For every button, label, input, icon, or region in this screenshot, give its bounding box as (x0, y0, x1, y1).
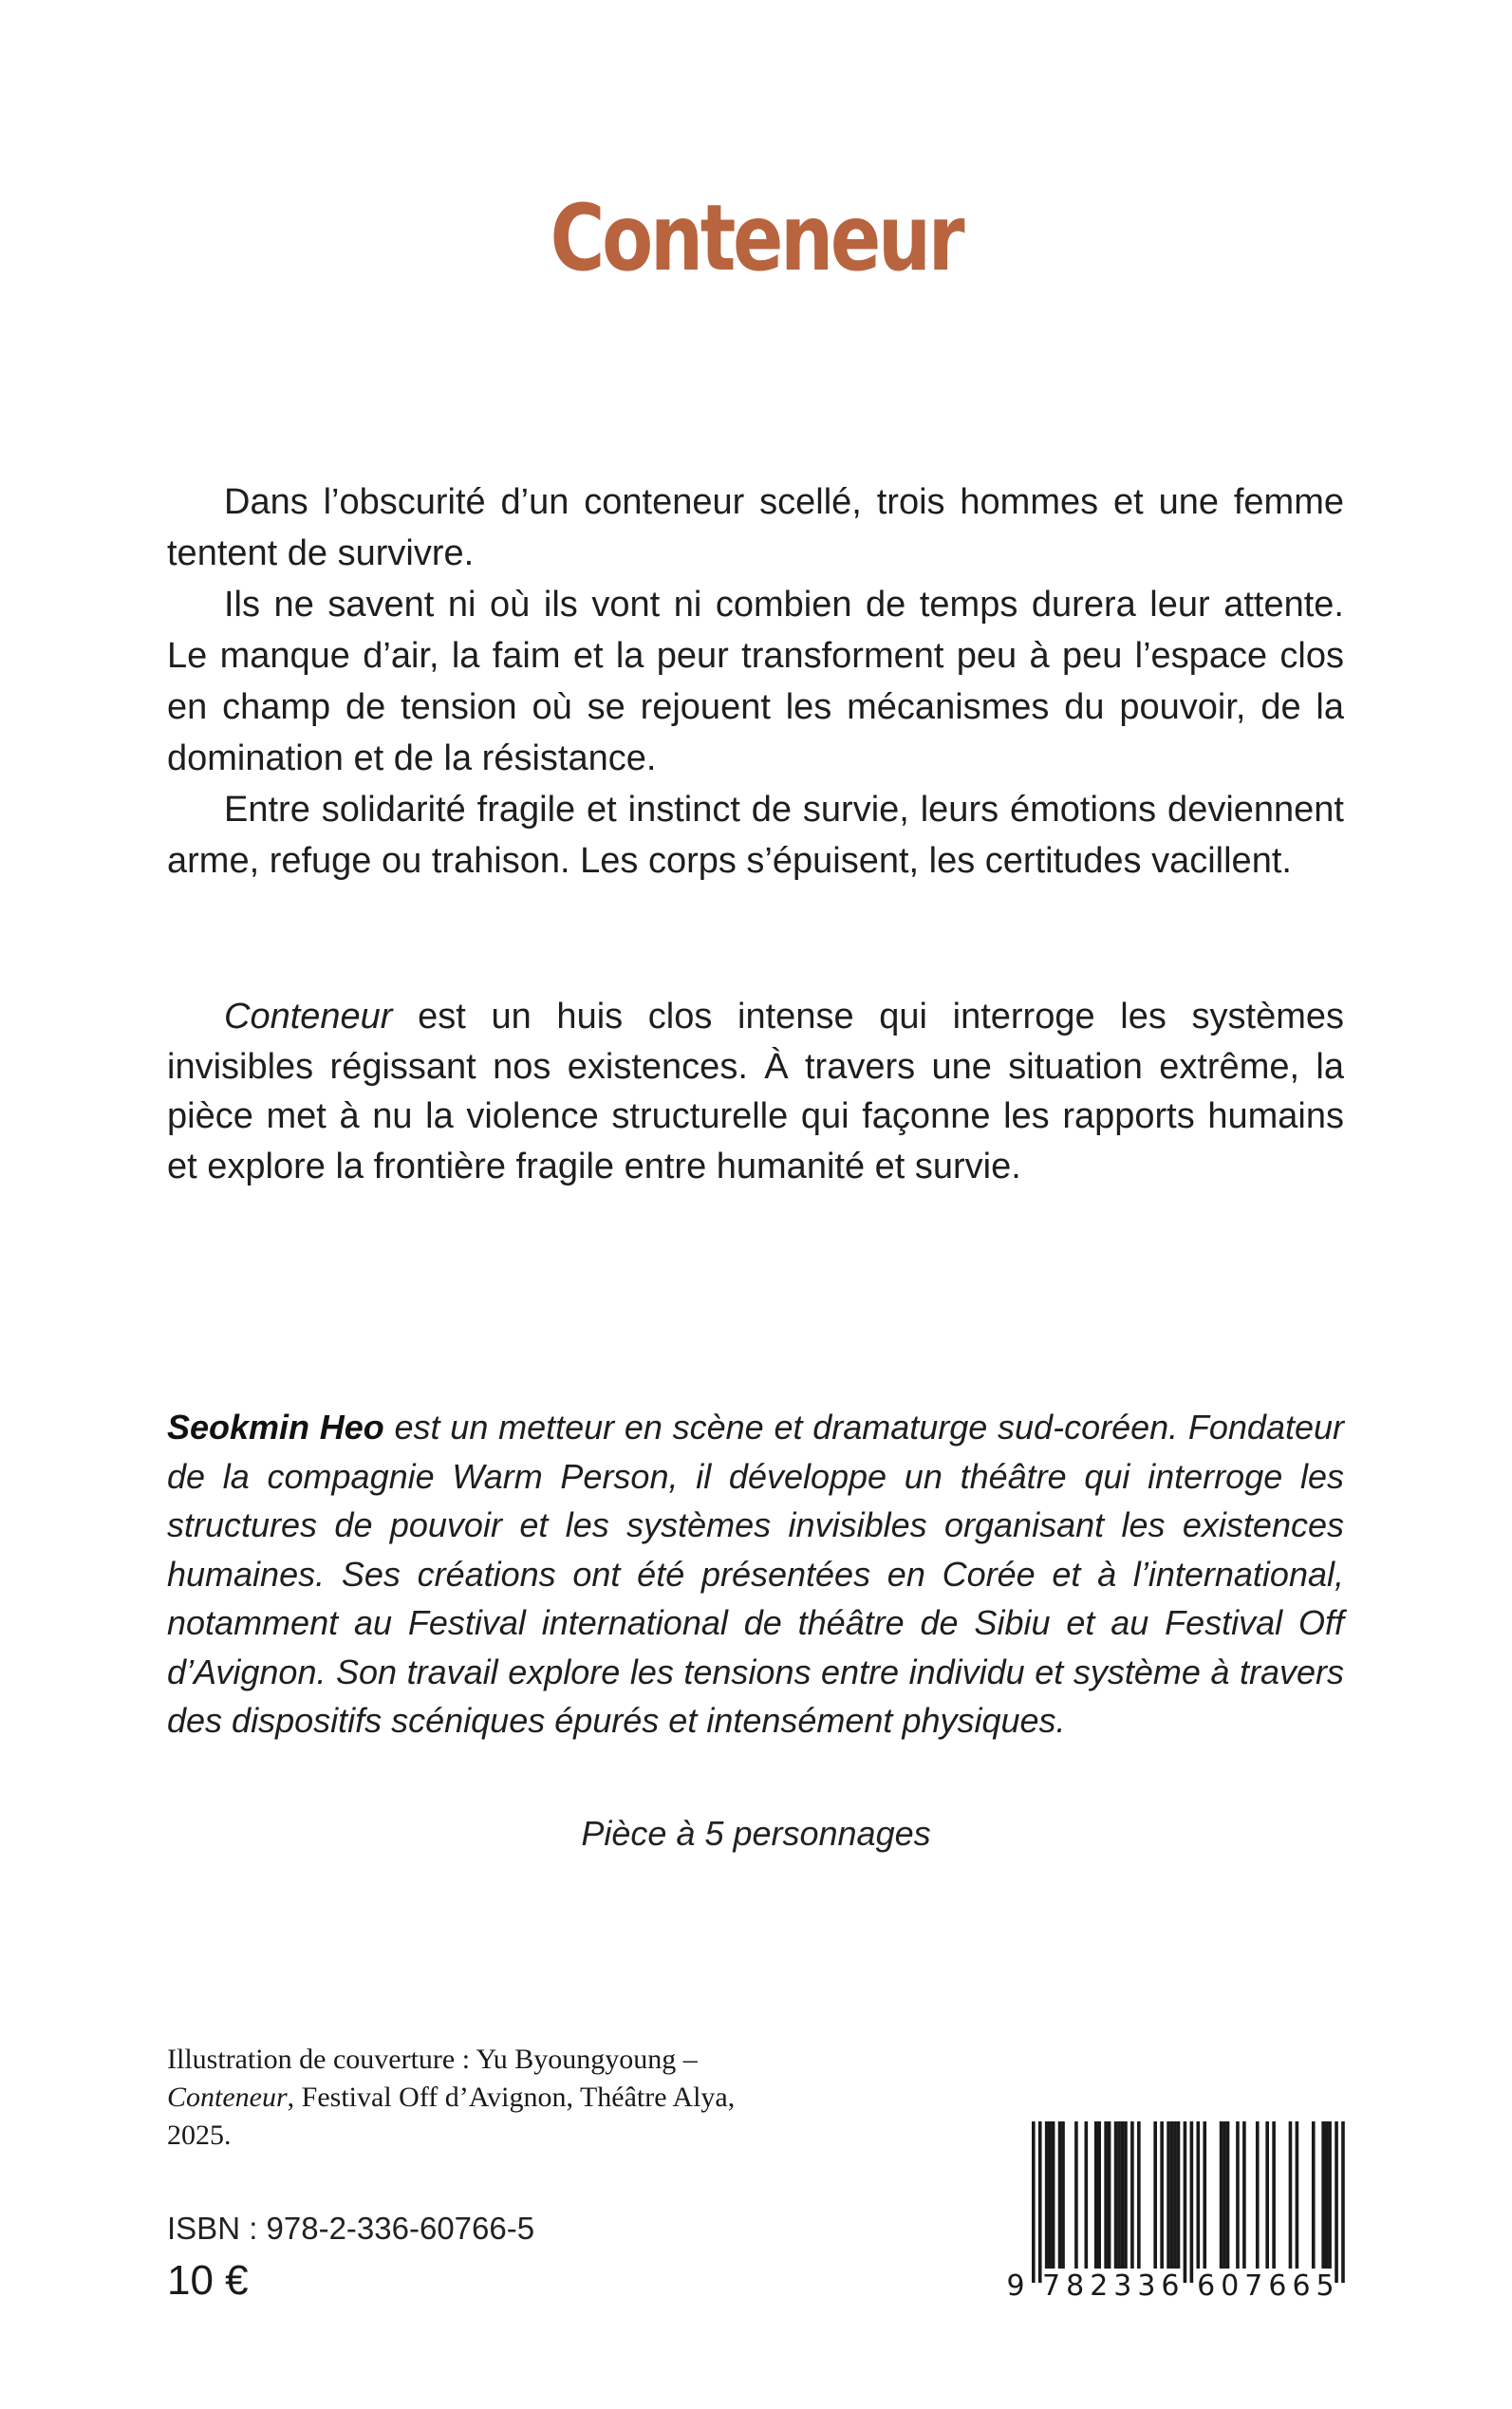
italic-title: Conteneur (224, 997, 393, 1036)
author-bio-paragraph (167, 1403, 1344, 1746)
summary-paragraph: Ils ne savent ni où ils vont ni combien de temps durera leur attente. Le manque d’air, la faim et la peur transforment peu à peu l’espace clos en champ de tension où se rejouent les mécanismes du pouvoir, de la domination et de la résistance. (167, 585, 1344, 778)
barcode-first-digit: 9 (1006, 2269, 1025, 2303)
credits-italic-title: Conteneur (167, 2082, 288, 2113)
summary-closing-block (167, 992, 1344, 1191)
barcode-left-digits: 7 8 2 3 3 6 (1042, 2269, 1180, 2303)
cast-note: Pièce à 5 personnages (581, 1814, 931, 1853)
credits-line-3: 2025. (167, 2120, 232, 2151)
barcode-graphic (1006, 2121, 1353, 2306)
book-title-text: Conteneur (550, 185, 962, 291)
author-name: Seokmin Heo (167, 1408, 384, 1447)
credits-line-1: Illustration de couverture : Yu Byoungyoung – (167, 2044, 698, 2075)
book-title (136, 186, 1375, 290)
closing-text: est un huis clos intense qui interroge les systèmes invisibles régissant nos existences. À travers une situation extrême, la pièce met à nu la violence structurelle qui façonne les rapports humains et explore la frontière fragile entre humanité et survie. (167, 997, 1344, 1186)
ean13-barcode (1006, 2121, 1353, 2306)
summary-closing-paragraph (167, 992, 1344, 1191)
barcode-right-digits: 6 0 7 6 6 5 (1197, 2269, 1335, 2303)
cover-credits (167, 2041, 756, 2155)
summary-paragraph: Entre solidarité fragile et instinct de survie, leurs émotions deviennent arme, refuge ou trahison. Les corps s’épuisent, les certitudes vacillent. (167, 790, 1344, 881)
price: 10 € (167, 2257, 249, 2304)
isbn: ISBN : 978-2-336-60766-5 (167, 2211, 535, 2246)
author-bio (167, 1403, 1344, 1746)
credits-line-2-rest: , Festival Off d’Avignon, Théâtre Alya, (287, 2082, 736, 2113)
credits-line-2 (167, 2079, 756, 2117)
summary-block (167, 476, 1344, 887)
summary-paragraph: Dans l’obscurité d’un conteneur scellé, trois hommes et une femme tentent de survivre. (167, 482, 1344, 573)
author-bio-text: est un metteur en scène et dramaturge sud-coréen. Fondateur de la compagnie Warm Person, il développe un théâtre qui interroge les structures de pouvoir et les systèmes invisibles organisant les existences humaines. Ses créations ont été présentées en Corée et à l’international, notamment au Festival international de théâtre de Sibiu et au Festival Off d’Avignon. Son travail explore les tensions entre individu et système à travers des dispositifs scéniques épurés et intensément physiques. (167, 1408, 1344, 1740)
